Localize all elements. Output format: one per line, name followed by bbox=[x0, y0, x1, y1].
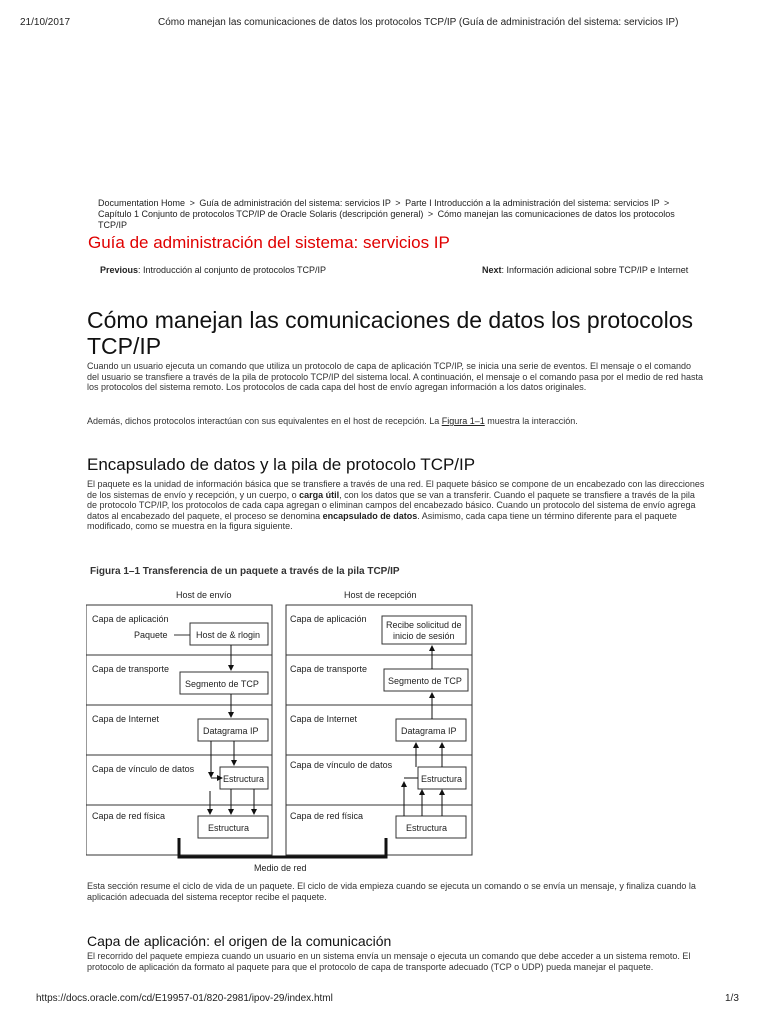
page-title: Cómo manejan las comunicaciones de datos los protocolos TCP/IP bbox=[87, 307, 693, 359]
packet-label: Paquete bbox=[134, 630, 168, 640]
breadcrumb bbox=[98, 198, 698, 231]
send-box-physical-label: Estructura bbox=[208, 823, 250, 833]
recv-box-application-line2: inicio de sesión bbox=[393, 631, 455, 641]
layer-label-transport: Capa de transporte bbox=[92, 664, 170, 674]
paragraph-text: , con los datos que se van a transferir. Cuando el paquete se transfiere a través de la pila de protocolo TCP/IP, los protocolos de cada capa agregan o eliminan campos del encabezado básico. Cuando un protocolo del sistema de envío agrega datos al encabezado del paquete, el proceso se denomina bbox=[87, 489, 696, 521]
send-box-datalink-label: Estructura bbox=[223, 774, 265, 784]
next-nav: Next: Información adicional sobre TCP/IP e Internet bbox=[482, 265, 689, 275]
breadcrumb-current: Cómo manejan las comunicaciones de datos los protocolos TCP/IP bbox=[98, 209, 675, 230]
send-box-application-label: Host de & rlogin bbox=[196, 630, 261, 640]
layer-label-datalink: Capa de vínculo de datos bbox=[290, 760, 393, 770]
figure-caption: Figura 1–1 Transferencia de un paquete a través de la pila TCP/IP bbox=[90, 566, 400, 577]
send-box-internet-label: Datagrama IP bbox=[203, 726, 259, 736]
send-box-transport-label: Segmento de TCP bbox=[185, 679, 259, 689]
term-encapsulation: encapsulado de datos bbox=[322, 510, 418, 521]
network-medium-label: Medio de red bbox=[254, 863, 307, 873]
intro-paragraph: Cuando un usuario ejecuta un comando que utiliza un protocolo de capa de aplicación TCP/IP, se inicia una serie de eventos. El mensaje o el comando del usuario se transfiere a través de la pila de protocolo TCP/IP del sistema local. A continuación, el mensaje o el comando pasa por el medio de red hasta los protocolos del sistema remoto. Los protocolos de cada capa del host de envío agregan información a los datos originales. bbox=[87, 361, 704, 392]
breadcrumb-guide[interactable]: Guía de administración del sistema: servicios IP bbox=[199, 198, 391, 208]
sending-stack bbox=[86, 605, 272, 855]
layer-label-internet: Capa de Internet bbox=[92, 714, 160, 724]
recv-box-physical-label: Estructura bbox=[406, 823, 448, 833]
layer-label-application: Capa de aplicación bbox=[92, 614, 169, 624]
recv-box-transport-label: Segmento de TCP bbox=[388, 676, 462, 686]
paragraph-text: . Asimismo, cada capa tiene un término diferente para el paquete modificado, como se muestra en la figura siguiente. bbox=[87, 510, 677, 531]
breadcrumb-separator: > bbox=[395, 198, 401, 208]
breadcrumb-home[interactable]: Documentation Home bbox=[98, 198, 186, 208]
next-label: Next bbox=[482, 265, 502, 275]
layer-label-application: Capa de aplicación bbox=[290, 614, 367, 624]
breadcrumb-chapter[interactable]: Capítulo 1 Conjunto de protocolos TCP/IP de Oracle Solaris (descripción general) bbox=[98, 209, 424, 219]
receiving-host-label: Host de recepción bbox=[344, 590, 417, 600]
previous-label: Previous bbox=[100, 265, 139, 275]
previous-nav: Previous: Introducción al conjunto de protocolos TCP/IP bbox=[100, 265, 326, 275]
paragraph-text: Además, dichos protocolos interactúan con sus equivalentes en el host de recepción. La bbox=[87, 416, 442, 426]
guide-title[interactable]: Guía de administración del sistema: servicios IP bbox=[88, 233, 450, 252]
tcpip-stack-diagram bbox=[86, 585, 486, 875]
layer-label-physical: Capa de red física bbox=[92, 811, 166, 821]
layer-label-internet: Capa de Internet bbox=[290, 714, 358, 724]
next-link[interactable]: Información adicional sobre TCP/IP e Internet bbox=[506, 265, 689, 275]
recv-box-internet-label: Datagrama IP bbox=[401, 726, 457, 736]
term-payload: carga útil bbox=[299, 489, 340, 500]
breadcrumb-separator: > bbox=[664, 198, 670, 208]
lifecycle-paragraph: Esta sección resume el ciclo de vida de un paquete. El ciclo de vida empieza cuando se ejecuta un comando o se envía un mensaje, y finaliza cuando la aplicación adecuada del sistema receptor recibe el paquete. bbox=[87, 881, 696, 902]
paragraph-text: El paquete es la unidad de información básica que se transfiere a través de una red. El paquete básico se compone de un encabezado con las direcciones de los sistemas de envío y recepción, y un cuerpo, o bbox=[87, 479, 705, 500]
breadcrumb-separator: > bbox=[427, 209, 434, 219]
figure-link[interactable]: Figura 1–1 bbox=[441, 416, 485, 426]
print-page-number: 1/3 bbox=[725, 993, 739, 1004]
print-title: Cómo manejan las comunicaciones de datos los protocolos TCP/IP (Guía de administración del sistema: servicios IP) bbox=[158, 17, 679, 28]
network-medium-line bbox=[179, 838, 386, 857]
sending-host-label: Host de envío bbox=[176, 590, 232, 600]
recv-box-application-line1: Recibe solicitud de bbox=[386, 620, 462, 630]
previous-link[interactable]: Introducción al conjunto de protocolos TCP/IP bbox=[143, 265, 326, 275]
receiving-stack bbox=[286, 605, 472, 855]
layer-label-datalink: Capa de vínculo de datos bbox=[92, 764, 195, 774]
layer-label-physical: Capa de red física bbox=[290, 811, 364, 821]
layer-label-transport: Capa de transporte bbox=[290, 664, 368, 674]
print-url: https://docs.oracle.com/cd/E19957-01/820-2981/ipov-29/index.html bbox=[36, 993, 333, 1004]
encapsulation-paragraph bbox=[87, 479, 705, 532]
breadcrumb-separator: > bbox=[189, 198, 195, 208]
section-title-application-layer: Capa de aplicación: el origen de la comunicación bbox=[87, 933, 392, 949]
section-title-encapsulation: Encapsulado de datos y la pila de protocolo TCP/IP bbox=[87, 455, 476, 474]
recv-box-datalink-label: Estructura bbox=[421, 774, 463, 784]
breadcrumb-part[interactable]: Parte I Introducción a la administración del sistema: servicios IP bbox=[405, 198, 660, 208]
interaction-paragraph bbox=[87, 416, 705, 427]
paragraph-text: muestra la interacción. bbox=[484, 416, 578, 426]
application-layer-paragraph: El recorrido del paquete empieza cuando un usuario en un sistema envía un mensaje o ejecuta un comando que debe acceder a un sistema remoto. El protocolo de aplicación da formato al paquete para que el protocolo de capa de transporte adecuado (TCP o UDP) pueda manejar el paquete. bbox=[87, 951, 691, 972]
print-date: 21/10/2017 bbox=[20, 17, 71, 28]
